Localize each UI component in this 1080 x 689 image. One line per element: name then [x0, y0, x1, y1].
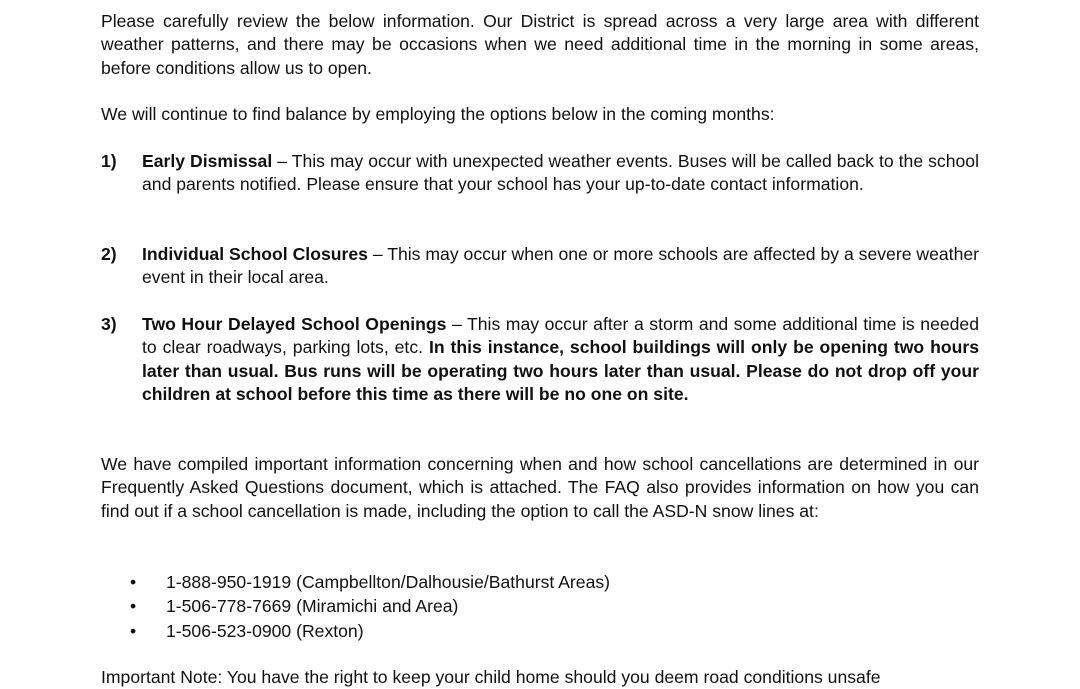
- snow-line-item: • 1-888-950-1919 (Campbellton/Dalhousie/Bathurst Areas): [130, 571, 610, 594]
- bullet-icon: •: [130, 572, 137, 592]
- intro-paragraph: Please carefully review the below information. Our District is spread across a very large area with different weather patterns, and there may be occasions when we need additional time in the morning in some areas, before conditions allow us to open.: [101, 11, 979, 78]
- option-title: Early Dismissal: [142, 151, 273, 171]
- option-title: Two Hour Delayed School Openings: [142, 314, 447, 334]
- bullet-icon: •: [130, 596, 137, 616]
- option-number: 2): [101, 244, 117, 264]
- snow-line-item: • 1-506-778-7669 (Miramichi and Area): [130, 595, 458, 618]
- bullet-icon: •: [130, 621, 137, 641]
- option-text: – This may occur after a storm and some additional time is needed to clear roadways, parking lots, etc.: [142, 314, 979, 358]
- options-lead: We will continue to find balance by employing the options below in the coming months:: [101, 104, 775, 124]
- faq-paragraph: We have compiled important information concerning when and how school cancellations are determined in our Frequently Asked Questions document, which is attached. The FAQ also provides information on how you can find out if a school cancellation is made, including the option to call the ASD-N snow lines at:: [101, 454, 979, 521]
- option-number: 1): [101, 151, 117, 171]
- option-number: 3): [101, 314, 117, 334]
- option-early-dismissal: [101, 150, 979, 197]
- option-individual-closures: [101, 243, 979, 290]
- option-bold-note: In this instance, school buildings will only be opening two hours later than usual. Bus runs will be operating two hours later than usual. Please do not drop off your children at school before this time as there will be no one on site.: [142, 337, 979, 404]
- snow-line-item: • 1-506-523-0900 (Rexton): [130, 620, 364, 643]
- option-title: Individual School Closures: [142, 244, 368, 264]
- option-text: – This may occur when one or more schools are affected by a severe weather event in their local area.: [142, 244, 980, 288]
- option-text: – This may occur with unexpected weather events. Buses will be called back to the school and parents notified. Please ensure that your school has your up-to-date contact information.: [142, 151, 979, 195]
- important-note: Important Note: You have the right to keep your child home should you deem road conditions unsafe: [101, 667, 881, 687]
- option-delayed-openings: [101, 313, 979, 406]
